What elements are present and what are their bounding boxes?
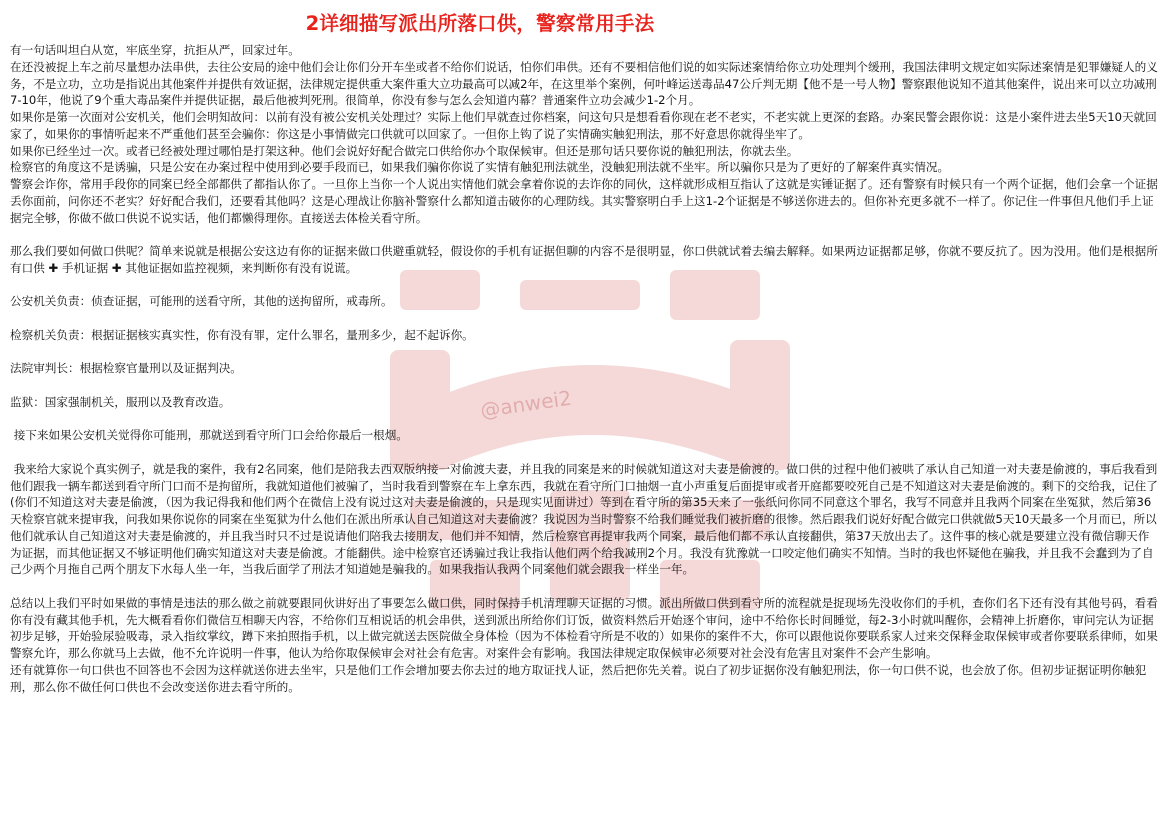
paragraph: 警察会诈你，常用手段你的同案已经全部都供了都指认你了。一旦你上当你一个人说出实情他们就会拿着你说的去诈你的同伙，这样就形成相互指认了这就是实锤证据了。还有警察有时候只有一个两个证据，他们会拿一个证据丢你面前，问你还不老实？好好配合我们，还要看其他吗？这是心理战让你脑补警察什么都知道击破你的心理防线。其实警察明白手上这1-2个证据是不够送你进去的。但你补充更多就不一样了。你记住一件事但凡他们手上证据完全够，你做不做口供说不说实话，他们都懒得理你。直接送去体检关看守所。 [10,177,1158,225]
paragraph: 还有就算你一句口供也不回答也不会因为这样就送你进去坐牢，只是他们工作会增加要去你去过的地方取证找人证，然后把你先关着。说白了初步证据你没有触犯刑法，你一句口供不说，也会放了你。但初步证据证明你触犯刑，那么你不做任何口供也不会改变送你进去看守所的。 [10,662,1147,694]
paragraph: 监狱：国家强制机关，服刑以及教育改造。 [10,394,231,409]
paragraph: 接下来如果公安机关觉得你可能刑，那就送到看守所门口会给你最后一根烟。 [10,428,408,443]
paragraph: 公安机关负责：侦查证据，可能刑的送看守所，其他的送拘留所，戒毒所。 [10,294,393,309]
page-title: 2详细描写派出所落口供，警察常用手法 [305,12,655,35]
paragraph: 在还没被捉上车之前尽量想办法串供，去往公安局的途中他们会让你们分开车坐或者不给你们说话，怕你们串供。还有不要相信他们说的如实际述案情给你立功处理判个缓刑，我国法律明文规定如实际述案情是犯罪嫌疑人的义务，不是立功，立功是指说出其他案件并提供有效证据，法律规定提供重大案件重大立功最高可以减2年，在这里举个案例，何叶峰运送毒品47公斤判无期【他不是一号人物】警察跟他说知不道其他案件，说出来可以立功减刑7-10年，他说了9个重大毒品案件并提供证据，最后他被判死刑。很简单，你没有参与怎么会知道内幕？普通案件立功会减少1-2个月。 [10,59,1158,108]
paragraph: 检察机关负责：根据证据核实真实性，你有没有罪，定什么罪名，量刑多少，起不起诉你。 [10,327,474,342]
paragraph: 有一句话叫坦白从宽，牢底坐穿，抗拒从严，回家过年。 [10,43,300,57]
article-body [10,42,1160,695]
paragraph: 如果你是第一次面对公安机关，他们会明知故问：以前有没有被公安机关处理过？实际上他们早就查过你档案，问这句只是想看看你现在老不老实，不老实就上更深的套路。办案民警会跟你说：这是小案件进去坐5天10天就回家了，如果你的事情听起来不严重他们甚至会骗你：你这是小事情做完口供就可以回家了。一但你上钩了说了实情确实触犯刑法，那不好意思你就得坐牢了。 [10,110,1157,141]
paragraph: 如果你已经坐过一次。或者已经被处理过哪怕是打架这种。他们会说好好配合做完口供给你办个取保候审。但还是那句话只要你说的触犯刑法，你就去坐。 [10,143,799,158]
paragraph: 检察官的角度这不是诱骗，只是公安在办案过程中使用到必要手段而已，如果我们骗你你说了实情有触犯刑法就坐，没触犯刑法就不坐牢。所以骗你只是为了更好的了解案件真实情况。 [10,160,950,175]
paragraph: 那么我们要如何做口供呢？简单来说就是根据公安这边有你的证据来做口供避重就轻，假设你的手机有证据但聊的内容不是很明显，你口供就试着去编去解释。如果两边证据都足够，你就不要反抗了。因为没用。他们是根据所有口供 ✚ 手机证据 ✚ 其他证据如监控视频，来判断你有没有说谎。 [10,244,1158,275]
paragraph: 我来给大家说个真实例子，就是我的案件，我有2名同案，他们是陪我去西双版纳接一对偷渡夫妻，并且我的同案是来的时候就知道这对夫妻是偷渡的。做口供的过程中他们被哄了承认自己知道一对夫妻是偷渡的，事后我看到他们跟我一辆车都送到看守所门口而不是拘留所，我就知道他们被骗了，当时我看到警察在车上拿东西，我就在看守所门口抽烟一直小声重复后面提审或者开庭都要咬死自己是不知道这对夫妻是偷渡的。剩下的交给我，记住了(你们不知道这对夫妻是偷渡，（因为我记得我和他们两个在微信上没有说过这对夫妻是偷渡的，只是现实见面讲过）等到在看守所的第35天来了一张纸问你同不同意这个罪名，我写不同意并且我两个同案在坐冤狱，然后第36天检察官就来提审我，问我如果你说你的同案在坐冤狱为什么他们在派出所承认自己知道这对夫妻偷渡？我说因为当时警察不给我们睡觉我们被折磨的很惨。然后跟我们说好好配合做完口供就做5天10天最多一个月而已，所以他们就承认自己知道这对夫妻是偷渡的，并且我当时只不过是说请他们陪我去接朋友，他们并不知情，然后检察官再提审我两个同案，最后他们都不承认直接翻供，第37天放出去了。这件事的核心就是要建立没有微信聊天作为证据，而其他证据又不够证明他们确实知道这对夫妻是偷渡。才能翻供。途中检察官还诱骗过我让我指认他们两个给我减刑2个月。我没有犹豫就一口咬定他们确实不知情。当时的我也怀疑他在骗我，并且我不会蠢到为了自己少两个月拖自己两个朋友下水每人坐一年，当我后面学了刑法才知道她是骗我的。如果我指认我两个同案他们就会跟我一样坐一年。 [10,461,1158,577]
watermark-handle: @anwei2 [478,385,574,423]
paragraph: 总结以上我们平时如果做的事情是违法的那么做之前就要跟同伙讲好出了事要怎么做口供，同时保持手机清理聊天证据的习惯。派出所做口供到看守所的流程就是捉现场先没收你们的手机，查你们名下还有没有其他号码，看看你有没有藏其他手机，先大概看看你们微信互相聊天内容，不给你们互相说话的机会串供，送到派出所给你们订饭，做资料然后开始逐个审问，途中不给你长时间睡觉，每2-3小时就叫醒你，会精神上折磨你，审问完认为证据初步足够，开始验尿验吸毒，录入指纹掌纹，蹲下来拍照指手机，以上做完就送去医院做全身体检（因为不体检看守所是不收的）如果你的案件不大，你可以跟他说你要联系家人过来交保释金取保候审或者你要联系律师，如果警察允许，那么你就马上去做，他不允许说明一件事，他认为给你取保候审会对社会有危害。对案件会有影响。我国法律规定取保候审必须要对社会没有危害且对案件不会产生影响。 [10,595,1158,660]
paragraph: 法院审判长：根据检察官量刑以及证据判决。 [10,361,242,376]
